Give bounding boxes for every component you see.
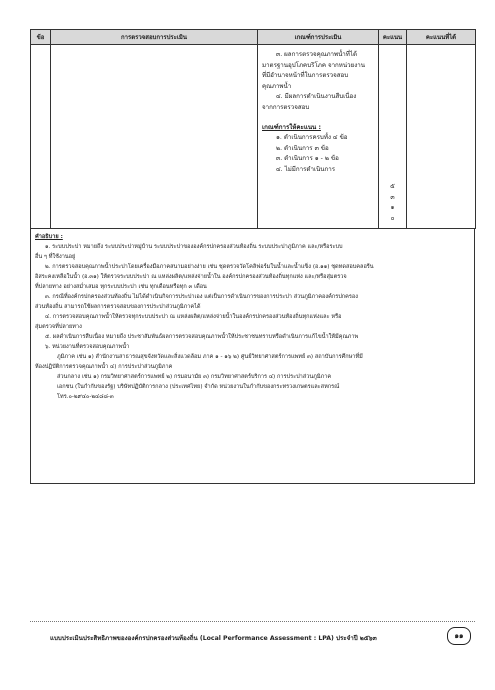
page-footer [30, 625, 475, 647]
explanation-line: ภูมิภาค เช่น ๑) สำนักงานสาธารณสุขจังหวัดและสิ่งแวดล้อม ภาค ๑ - ๑๖ ๒) ศูนย์วิทยาศาสตร์การแพทย์ ๓) สถาบันการศึกษาที่มี [57, 354, 363, 360]
explanation-line: ห้องปฏิบัติการตรวจคุณภาพน้ำ ๔) การประปาส่วนภูมิภาค [35, 364, 173, 370]
explanation-line: ๑. ระบบประปา หมายถึง ระบบประปาหมู่บ้าน ระบบประปาขององค์กรปกครองส่วนท้องถิ่น ระบบประปาภูมิภาค และ/หรือระบบ [45, 244, 343, 250]
criteria-line: มาตรฐานอุปโภคบริโภค จากหน่วยงาน [262, 61, 365, 69]
explanation-line: โทร.๐-๒๙๔๐-๒๔๘๘-๓ [57, 394, 114, 400]
header-assessment: การตรวจสอบการประเมิน [51, 30, 258, 45]
score-value: ๕ [390, 183, 395, 190]
explanation-line: สุ่มตรวจที่ปลายทาง [35, 324, 82, 330]
explanation-section [30, 228, 475, 484]
header-score-obtained: คะแนนที่ได้ [407, 30, 476, 45]
explanation-line: ๓. กรณีที่องค์กรปกครองส่วนท้องถิ่น ไม่ได้ดำเนินกิจการประปาเอง แต่เป็นการดำเนินการของการประปา ส่วนภูมิภาคองค์กรปกครอง [45, 294, 359, 300]
explanation-line: ๔. การตรวจสอบคุณภาพน้ำให้ตรวจทุกระบบประปา ณ แหล่งผลิต/แหล่งจ่ายน้ำในองค์กรปกครองส่วนท้องถิ่นทุกแห่งและ หรือ [45, 314, 342, 320]
table-row [31, 45, 476, 229]
score-cell [379, 45, 407, 229]
table-header-row [31, 30, 476, 45]
criteria-line: จากการตรวจสอบ [262, 103, 310, 111]
header-score: คะแนน [379, 30, 407, 45]
score-value: ๐ [390, 214, 395, 222]
scoring-label: ๒. ดำเนินการ ๓ ข้อ [276, 144, 329, 152]
explanation-line: ๖. หน่วยงานที่ตรวจสอบคุณภาพน้ำ [45, 344, 130, 350]
explanation-line: อิสระคงเหลือในน้ำ (อ.๓๑) ให้ตรวจระบบประปา ณ แหล่งผลิต/แหล่งจ่ายน้ำใน องค์กรปกครองส่วนท้องถิ่นทุกแห่ง และ/หรือสุ่มตรวจ [35, 274, 347, 280]
scoring-label: ๓. ดำเนินการ ๑ - ๒ ข้อ [276, 155, 339, 163]
footer-divider [30, 621, 475, 622]
assessment-cell [51, 45, 258, 229]
explanation-line: ๕. ผลดำเนินการสืบเนื่อง หมายถึง ประชาสัมพันธ์ผลการตรวจสอบคุณภาพน้ำให้ประชาชนทราบหรือดำเนินการแก้ไขน้ำให้มีคุณภาพ [45, 334, 359, 340]
header-criteria: เกณฑ์การประเมิน [258, 30, 379, 45]
explanation-line: ๒. การตรวจสอบคุณภาพน้ำประปาโดยเครื่องมือภาคสนามอย่างง่าย เช่น ชุดตรวจวัดโคลิฟอร์มในน้ำและน้ำแข็ง (อ.๑๑) ชุดทดสอบคลอรีน [45, 264, 374, 270]
criteria-cell [258, 45, 379, 229]
score-obtained-cell [407, 45, 476, 229]
item-no-cell [31, 45, 51, 229]
criteria-line: ๓. ผลการตรวจคุณภาพน้ำที่ได้ [276, 51, 357, 58]
criteria-line: ๔. มีผลการดำเนินงานสืบเนื่อง [276, 93, 357, 101]
scoring-heading: เกณฑ์การให้คะแนน : [262, 123, 321, 131]
score-value: ๑ [390, 204, 395, 212]
explanation-line: อื่น ๆ ที่ใช้งานอยู่ [35, 254, 76, 260]
scoring-label: ๔. ไม่มีการดำเนินการ [276, 165, 336, 173]
assessment-table [30, 29, 476, 229]
footer-text: แบบประเมินประสิทธิภาพขององค์กรปกครองส่วนท้องถิ่น (Local Performance Assessment : LPA) ประจำปี ๒๕๖๓ [50, 635, 377, 642]
explanation-line: ส่วนท้องถิ่น สามารถใช้ผลการตรวจสอบของการประปาส่วนภูมิภาคได้ [35, 304, 201, 310]
page-number: ๑๑ [447, 627, 471, 645]
explanation-line: ส่วนกลาง เช่น ๑) กรมวิทยาศาสตร์การแพทย์ ๒) กรมอนามัย ๓) กรมวิทยาศาสตร์บริการ ๔) การประปาส่วนภูมิภาค [57, 374, 332, 380]
score-value: ๓ [390, 193, 395, 201]
criteria-line: คุณภาพน้ำ [262, 82, 292, 90]
explanation-line: ที่ปลายทาง อย่างสม่ำเสมอ ทุกระบบประปา เช่น ทุกเดือนหรือทุก ๓ เดือน [35, 284, 207, 290]
header-item-no: ข้อ [31, 30, 51, 45]
explanation-line: เอกชน (ในกำกับของรัฐ) บริษัทปฏิบัติการกลาง (ประเทศไทย) จำกัด หน่วยงานในกำกับของกระทรวงเกษตรและสหกรณ์ [57, 384, 340, 390]
criteria-line: ที่มีอำนาจหน้าที่ในการตรวจสอบ [262, 72, 349, 80]
explanation-title: คำอธิบาย : [35, 234, 63, 240]
scoring-label: ๑. ดำเนินการครบทั้ง ๔ ข้อ [276, 134, 348, 142]
